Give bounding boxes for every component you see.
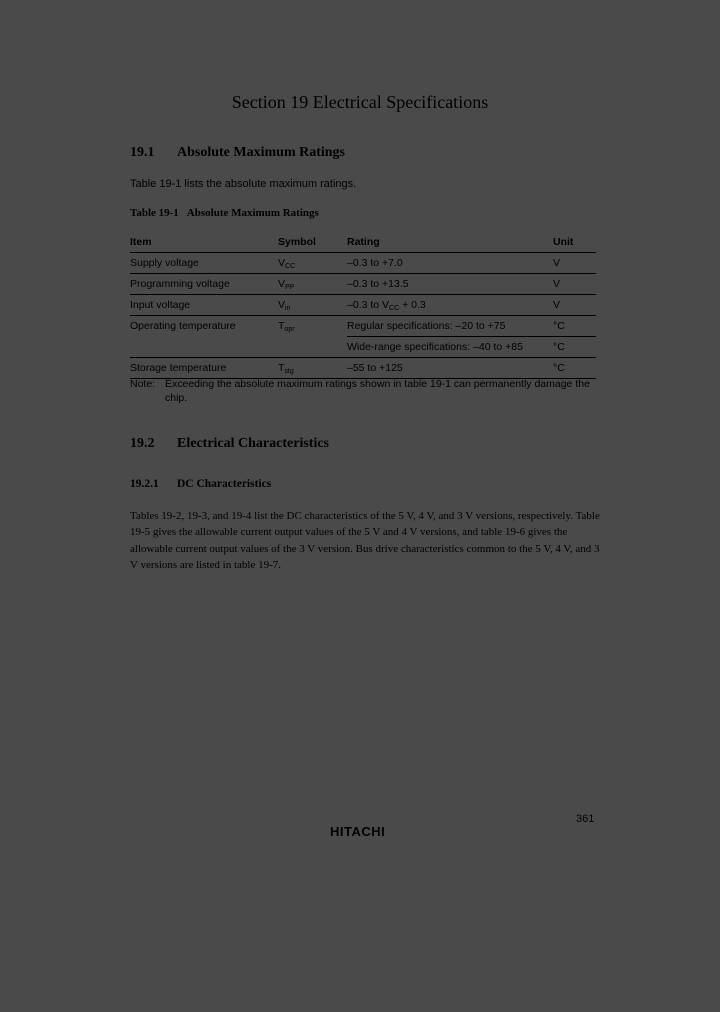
table-row — [130, 337, 596, 358]
cell-symbol: $T_{stg}$ — [278, 358, 347, 379]
cell-rating: –0.3 to $V_{CC} + 0.3$ — [347, 295, 553, 316]
table-caption-title: Absolute Maximum Ratings — [186, 207, 319, 219]
heading-19-2-1 — [130, 478, 271, 490]
table-row — [130, 274, 596, 295]
cell-item: Input voltage — [130, 295, 278, 316]
page-number: 361 — [576, 813, 595, 825]
cell-rating: Wide-range specifications: –40 to +85 — [347, 337, 553, 358]
cell-symbol: $V_{in}$ — [278, 295, 347, 316]
cell-rating: –0.3 to +7.0 — [347, 253, 553, 274]
header-symbol: Symbol — [278, 232, 347, 253]
heading-text: DC Characteristics — [177, 478, 272, 490]
heading-19-1 — [130, 145, 345, 161]
section-title: Section 19 Electrical Specifications — [231, 92, 489, 112]
cell-unit: °C — [553, 358, 596, 379]
table-row — [130, 358, 596, 379]
cell-item: Programming voltage — [130, 274, 278, 295]
heading-number: 19.1 — [130, 145, 155, 160]
cell-rating: –55 to +125 — [347, 358, 553, 379]
cell-rating: –0.3 to +13.5 — [347, 274, 553, 295]
cell-unit: °C — [553, 337, 596, 358]
cell-symbol: $V_{CC}$ — [278, 253, 347, 274]
dc-paragraph: Tables 19-2, 19-3, and 19-4 list the DC characteristics of the 5 V, 4 V, and 3 V versions, respectively. Table 19-5 gives the allowable current output values of the 5 V and 4 V versions, and table 19-6 gives the allowable current output values of the 3 V version. Bus drive characteristics common to the 5 V, 4 V, and 3 V versions are listed in table 19-7. — [130, 510, 600, 571]
cell-symbol: $T_{opr}$ — [278, 319, 295, 333]
ratings-table — [130, 232, 596, 379]
note-text: Exceeding the absolute maximum ratings shown in table 19-1 can permanently damage the chip. — [165, 378, 590, 404]
table-note — [130, 377, 596, 405]
heading-19-2 — [130, 436, 329, 452]
cell-unit: V — [553, 274, 596, 295]
table-row — [130, 316, 596, 337]
note-label: Note: — [130, 378, 156, 390]
cell-item: Operating temperature — [130, 320, 236, 333]
heading-number: 19.2.1 — [130, 478, 159, 490]
header-item: Item — [130, 232, 278, 253]
cell-item: Storage temperature — [130, 358, 278, 379]
intro-text: Table 19-1 lists the absolute maximum ratings. — [130, 178, 357, 190]
table-header-row — [130, 232, 596, 253]
heading-text: Electrical Characteristics — [177, 436, 329, 451]
table-caption — [130, 207, 319, 219]
table-row — [130, 295, 596, 316]
heading-text: Absolute Maximum Ratings — [177, 145, 346, 160]
brand-logo: HITACHI — [330, 824, 386, 839]
cell-unit: V — [553, 295, 596, 316]
table-row — [130, 253, 596, 274]
cell-symbol: $V_{PP}$ — [278, 274, 347, 295]
cell-item — [130, 337, 278, 358]
header-rating: Rating — [347, 232, 553, 253]
cell-unit: °C — [553, 316, 596, 337]
cell-rating: Regular specifications: –20 to +75 — [347, 316, 553, 337]
header-unit: Unit — [553, 232, 596, 253]
heading-number: 19.2 — [130, 436, 155, 451]
cell-item: Supply voltage — [130, 253, 278, 274]
table-caption-label: Table 19-1 — [130, 207, 179, 219]
cell-unit: V — [553, 253, 596, 274]
cell-symbol — [278, 337, 347, 358]
